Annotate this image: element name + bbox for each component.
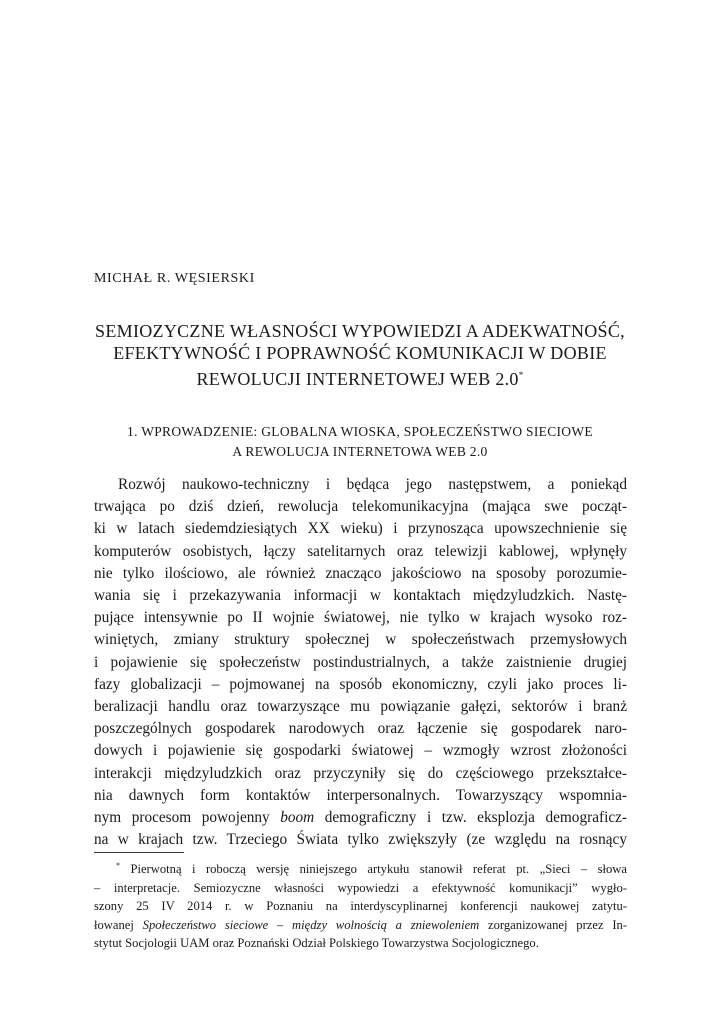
body-line: poszczególnych gospodarek narodowych oraz łączenie się gospodarek naro- [94,720,627,738]
body-line: trwająca po dziś dzień, rewolucja telekomunikacyjna (mająca swe począt- [94,498,627,516]
body-line: winiętych, zmiany struktury społecznej w społeczeństwach przemysłowych [94,631,627,649]
body-line: nia dawnych form kontaktów interpersonalnych. Towarzyszący wspomnia- [94,786,627,804]
author-name: MICHAŁ R. WĘSIERSKI [94,271,255,286]
footnote-line: łowanej Społeczeństwo sieciowe – między wolnością a zniewoleniem zorganizowanej przez In- [94,917,628,932]
footnote-line: stytut Socjologii UAM oraz Poznański Odział Polskiego Towarzystwa Socjologicznego. [94,936,539,950]
body-line: nym procesom powojenny boom demograficzny i tzw. eksplozja demograficz- [94,809,627,827]
heading-line: 1. WPROWADZENIE: GLOBALNA WIOSKA, SPOŁECZEŃSTWO SIECIOWE [127,424,593,439]
body-line: i pojawienie się społeczeństw postindustrialnych, a także zaistnienie drugiej [94,653,627,671]
heading-line: A REWOLUCJA INTERNETOWA WEB 2.0 [232,444,488,459]
footnote-line: szony 25 IV 2014 r. w Poznaniu na interdyscyplinarnej konferencji naukowej zatytu- [94,899,627,913]
italic-conference-title: Społeczeństwo sieciowe – między wolnością a zniewoleniem [142,917,480,932]
title-line: EFEKTYWNOŚĆ I POPRAWNOŚĆ KOMUNIKACJI W DOBIE [113,343,607,363]
title-footnote-marker: * [518,370,524,380]
body-paragraph [94,474,627,851]
title-line: REWOLUCJI INTERNETOWEJ WEB 2.0* [196,369,524,389]
body-line: na w krajach tzw. Trzeciego Świata tylko zwiększyły (ze względu na rosnący [94,831,627,849]
footnote-line: * Pierwotną i roboczą wersję niniejszego artykułu stanowił referat pt. „Sieci – słowa [116,861,627,876]
body-line: ki w latach siedemdziesiątych XX wieku) i przynosząca upowszechnienie się [94,520,627,538]
footnote-line: – interpretacje. Semiozyczne własności wypowiedzi a efektywność komunikacji” wygło- [94,880,627,895]
footnote-divider [94,852,184,853]
body-line: interakcji międzyludzkich oraz przyczyniły się do częściowego przekształce- [94,764,627,782]
body-line: nie tylko ilościowo, ale również znacząco jakościowo na sposoby porozumie- [94,564,627,582]
body-line: dowych i pojawienie się gospodarki światowej – wzmogły wzrost złożoności [94,742,627,760]
body-line: wania się i przekazywania informacji w kontaktach międzyludzkich. Nastę- [94,587,627,605]
body-line: beralizacji handlu oraz towarzyszące mu powiązanie gałęzi, sektorów i branż [94,698,627,716]
body-line: komputerów osobistych, łączy satelitarnych oraz telewizji kablowej, wpłynęły [94,542,627,560]
body-line: pujące intensywnie po II wojnie światowej, nie tylko w krajach wysoko roz- [94,609,627,627]
footnote-marker: * [116,861,120,870]
italic-term: boom [280,809,315,827]
section-heading [90,422,630,462]
title-line: SEMIOZYCZNE WŁASNOŚCI WYPOWIEDZI A ADEKWATNOŚĆ, [95,321,625,341]
body-line: fazy globalizacji – pojmowanej na sposób ekonomiczny, czyli jako proces li- [94,675,627,693]
article-title [80,320,640,390]
body-line: Rozwój naukowo-techniczny i będąca jego następstwem, a poniekąd [118,476,627,493]
footnote [94,857,627,953]
